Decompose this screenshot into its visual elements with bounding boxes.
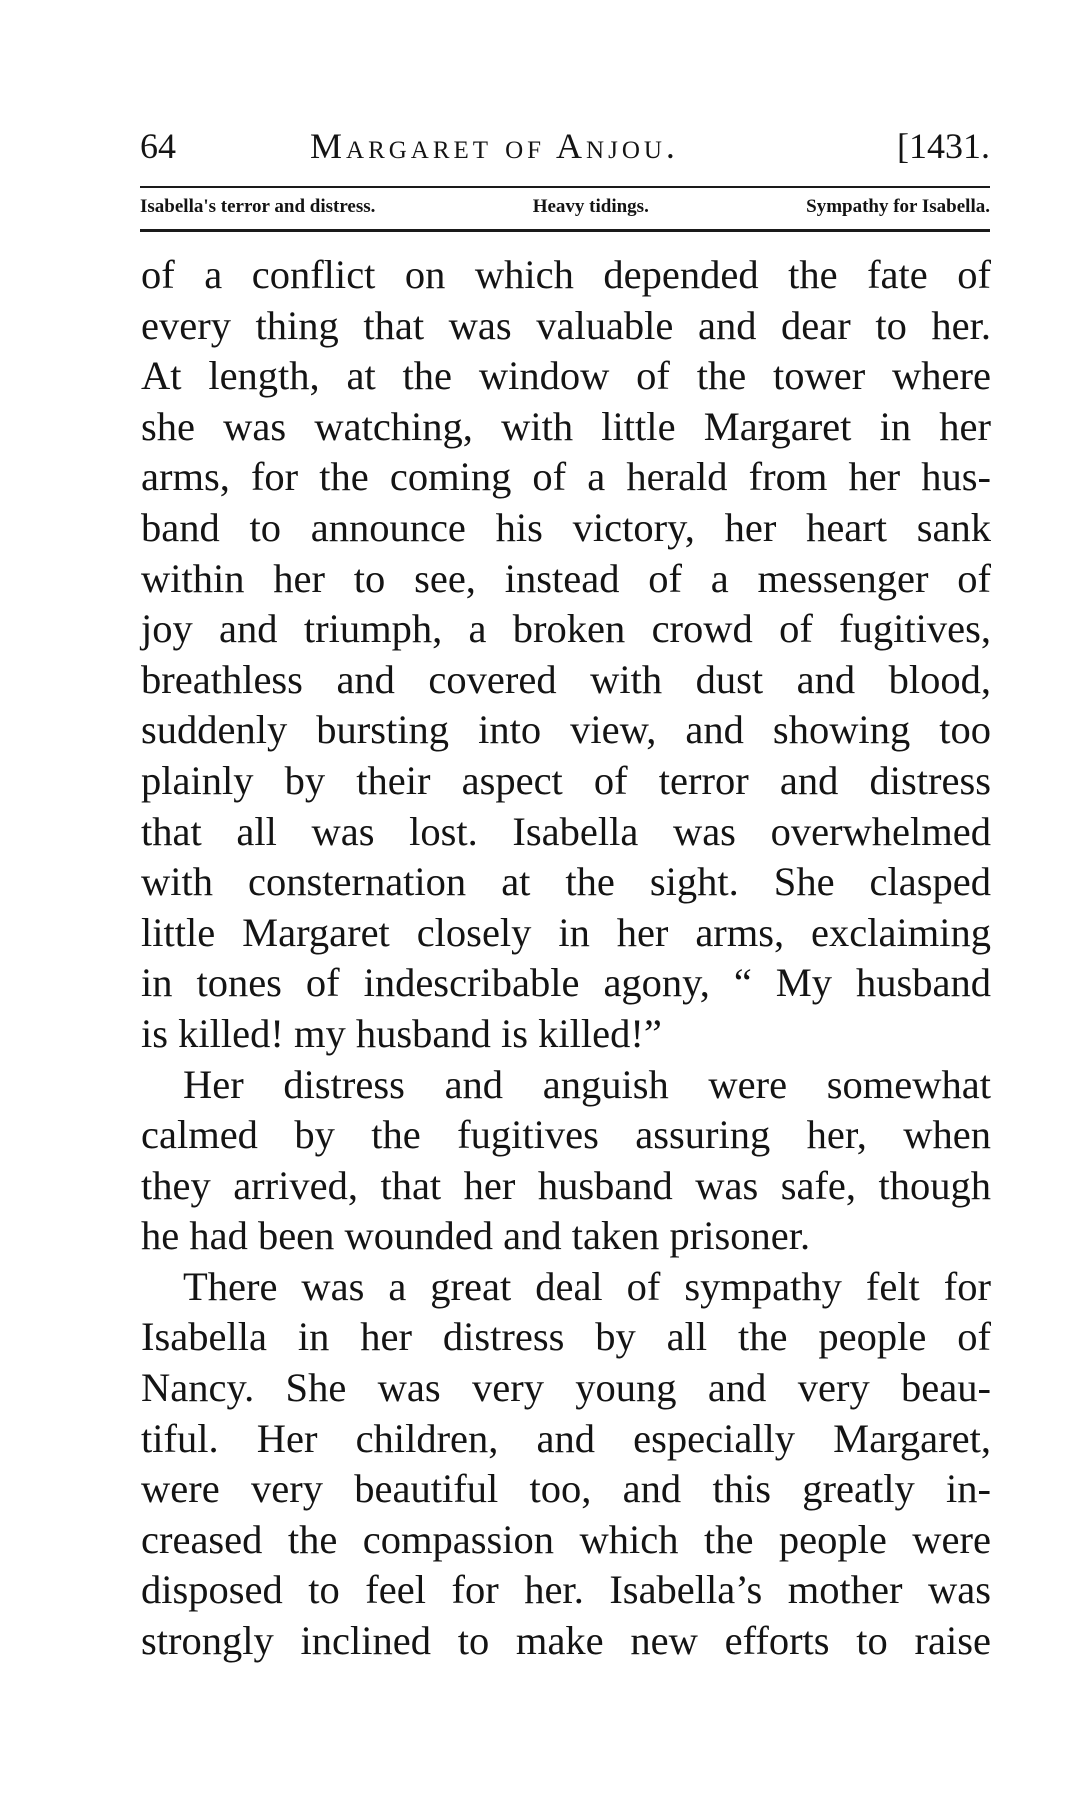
year-marker: [1431. — [897, 126, 990, 166]
running-header — [140, 120, 990, 172]
text-line: were very beautiful too, and this greatly in- — [141, 1466, 991, 1512]
body-text — [141, 250, 991, 1667]
text-line: band to announce his victory, her heart sank — [141, 504, 991, 550]
subhead-terror: Isabella's terror and distress. — [140, 196, 376, 217]
text-line: At length, at the window of the tower where — [141, 353, 991, 399]
text-line: he had been wounded and taken prisoner. — [141, 1213, 811, 1259]
text-line: strongly inclined to make new efforts to raise — [141, 1618, 991, 1664]
text-line: tiful. Her children, and especially Margaret, — [141, 1415, 991, 1461]
text-line: in tones of indescribable agony, “ My husband — [141, 960, 991, 1006]
text-line: arms, for the coming of a herald from her hus- — [141, 454, 991, 500]
text-line: of a conflict on which depended the fate of — [141, 252, 991, 297]
text-line: Her distress and anguish were somewhat — [183, 1061, 991, 1107]
topic-subheads — [140, 193, 990, 221]
text-line: she was watching, with little Margaret in her — [141, 403, 991, 449]
text-line: every thing that was valuable and dear to her. — [141, 302, 991, 348]
page-number: 64 — [140, 126, 176, 166]
text-line: they arrived, that her husband was safe, though — [141, 1162, 991, 1208]
text-line: joy and triumph, a broken crowd of fugitives, — [141, 606, 991, 652]
text-line: little Margaret closely in her arms, exclaiming — [141, 909, 991, 955]
text-line: disposed to feel for her. Isabella’s mother was — [141, 1567, 991, 1613]
subhead-tidings: Heavy tidings. — [532, 196, 649, 217]
subhead-sympathy: Sympathy for Isabella. — [806, 196, 990, 217]
header-rule-bottom — [140, 229, 990, 232]
text-line: plainly by their aspect of terror and distress — [141, 757, 991, 803]
text-line: There was a great deal of sympathy felt for — [183, 1263, 991, 1309]
text-line: Nancy. She was very young and very beau- — [141, 1365, 991, 1411]
text-line: within her to see, instead of a messenger of — [141, 555, 991, 601]
paragraph — [141, 1060, 991, 1262]
text-line: calmed by the fugitives assuring her, when — [141, 1112, 991, 1158]
header-rule-top — [140, 186, 990, 188]
text-line: creased the compassion which the people were — [141, 1516, 991, 1562]
text-line: with consternation at the sight. She clasped — [141, 859, 991, 905]
paragraph — [141, 250, 991, 1060]
text-line: Isabella in her distress by all the people of — [141, 1314, 991, 1360]
text-line: suddenly bursting into view, and showing too — [141, 707, 991, 753]
running-title: Margaret of Anjou. — [310, 126, 679, 166]
text-line: breathless and covered with dust and blood, — [141, 656, 991, 702]
paragraph — [141, 1262, 991, 1667]
text-line: that all was lost. Isabella was overwhelmed — [141, 808, 991, 854]
text-line: is killed! my husband is killed!” — [141, 1010, 662, 1056]
